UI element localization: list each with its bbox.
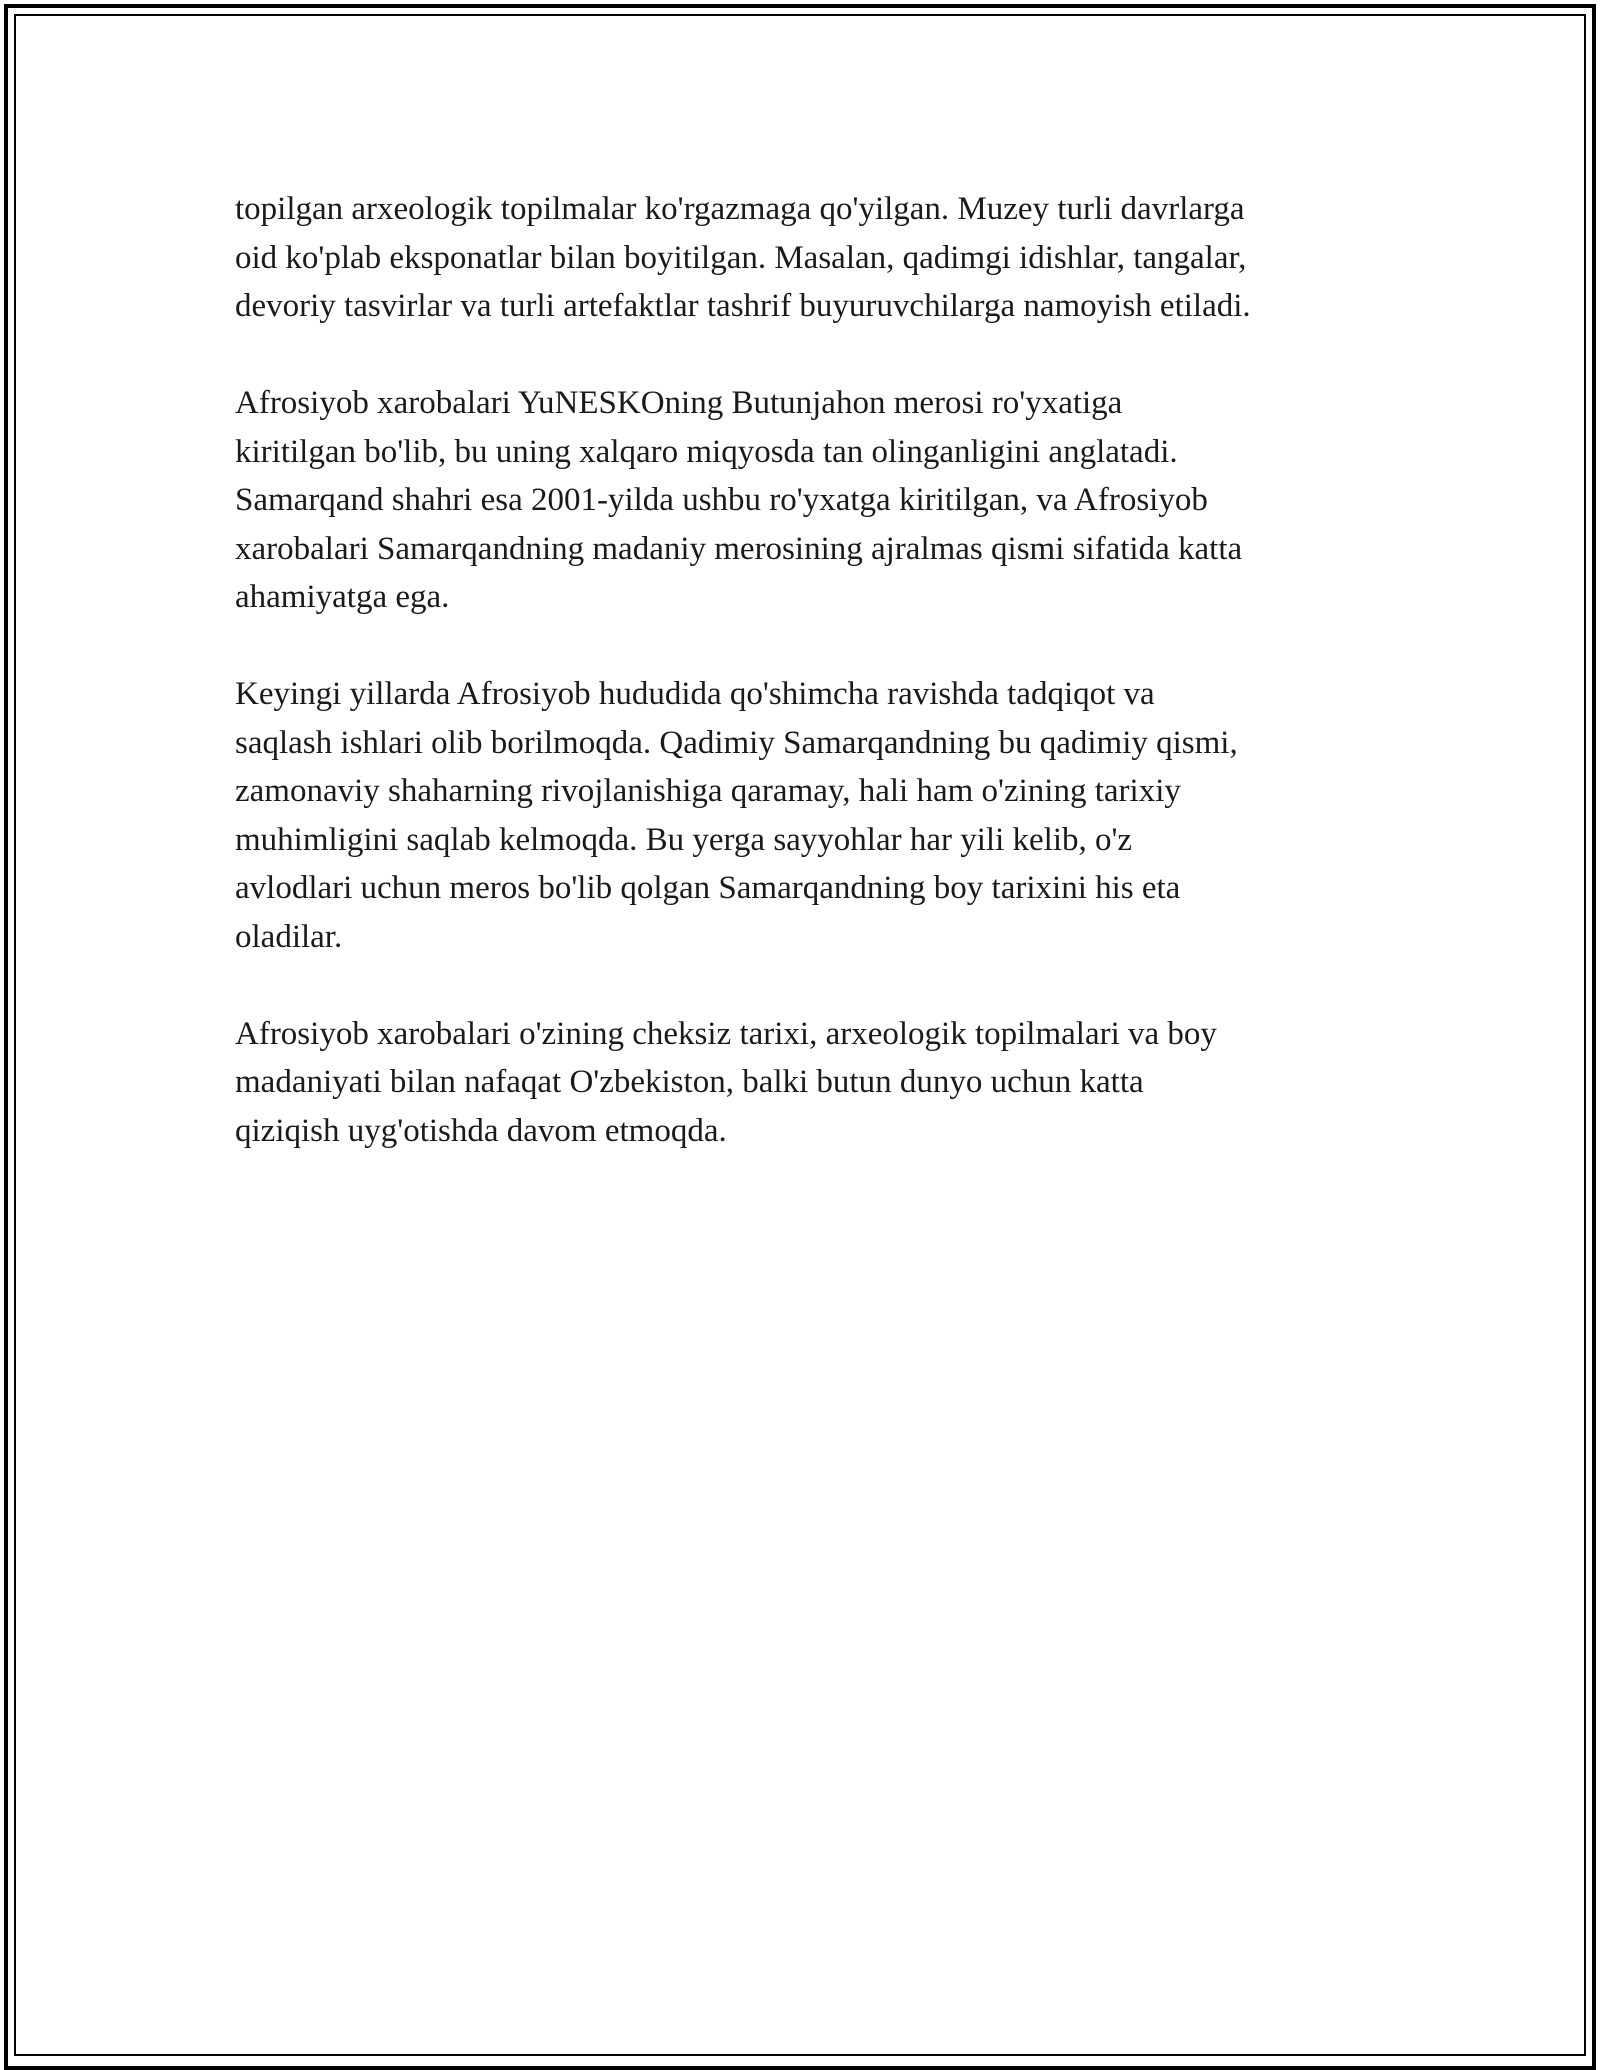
text-line: topilgan arxeologik topilmalar ko'rgazmaga qo'yilgan. Muzey turli davrlarga [235, 191, 1245, 227]
text-line: oladilar. [235, 918, 343, 955]
text-line: ahamiyatga ega. [235, 579, 450, 615]
text-line: avlodlari uchun meros bo'lib qolgan Samarqandning boy tarixini his eta [235, 870, 1181, 906]
text-line: saqlash ishlari olib borilmoqda. Qadimiy Samarqandning bu qadimiy qismi, [235, 724, 1238, 761]
text-line: xarobalari Samarqandning madaniy merosining ajralmas qismi sifatida katta [235, 530, 1243, 567]
text-line: kiritilgan bo'lib, bu uning xalqaro miqyosda tan olinganligini anglatadi. [235, 433, 1178, 470]
paragraph-3 [235, 670, 1375, 961]
paragraph-4 [235, 1010, 1375, 1156]
text-line: Afrosiyob xarobalari YuNESKOning Butunjahon merosi ro'yxatiga [235, 385, 1123, 421]
text-line: Keyingi yillarda Afrosiyob hududida qo'shimcha ravishda tadqiqot va [235, 676, 1155, 712]
text-line: oid ko'plab eksponatlar bilan boyitilgan. Masalan, qadimgi idishlar, tangalar, [235, 239, 1247, 276]
paragraph-1 [235, 185, 1375, 331]
text-line: madaniyati bilan nafaqat O'zbekiston, balki butun dunyo uchun katta [235, 1064, 1144, 1100]
text-line: qiziqish uyg'otishda davom etmoqda. [235, 1112, 727, 1149]
paragraph-2 [235, 379, 1375, 622]
text-line: devoriy tasvirlar va turli artefaktlar tashrif buyuruvchilarga namoyish etiladi. [235, 288, 1251, 324]
text-line: muhimligini saqlab kelmoqda. Bu yerga sayyohlar har yili kelib, o'z [235, 821, 1133, 858]
text-line: zamonaviy shaharning rivojlanishiga qaramay, hali ham o'zining tarixiy [235, 773, 1181, 809]
document-body [235, 185, 1375, 1204]
text-line: Samarqand shahri esa 2001-yilda ushbu ro'yxatga kiritilgan, va Afrosiyob [235, 482, 1208, 518]
text-line: Afrosiyob xarobalari o'zining cheksiz tarixi, arxeologik topilmalari va boy [235, 1015, 1217, 1052]
